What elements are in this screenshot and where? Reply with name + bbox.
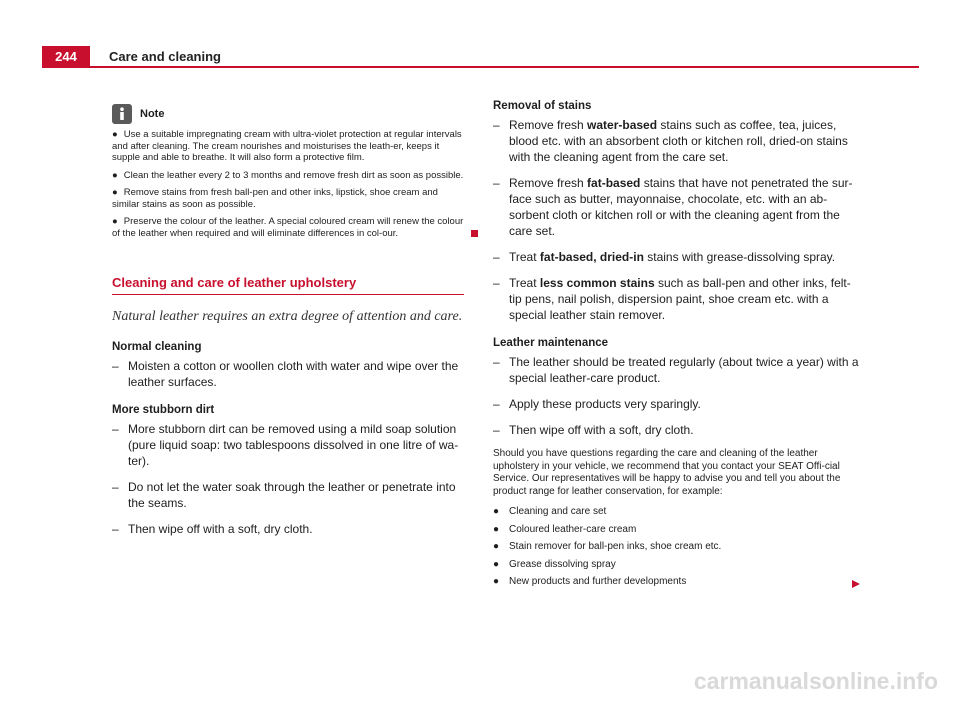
- header-rule: [90, 66, 919, 68]
- continue-arrow-icon: [851, 576, 861, 594]
- bullet-icon: ●: [493, 541, 500, 552]
- list-item: ● Cleaning and care set: [493, 506, 607, 517]
- dash-icon: –: [493, 250, 500, 264]
- list-item: – Moisten a cotton or woollen cloth with water and wipe over the leather surfaces.: [112, 359, 459, 389]
- list-item: – Remove fresh water-based stains such as coffee, tea, juices, blood etc. with an absorbent cloth or kitchen roll, dried-on stains with the cleaning agent from the care set.: [493, 118, 848, 164]
- note-item: ● Remove stains from fresh ball-pen and other inks, lipstick, shoe cream and similar stains as soon as possible.: [112, 187, 438, 210]
- list-item: – More stubborn dirt can be removed using a mild soap solution (pure liquid soap: two tablespoons dissolved in one litre of wa-ter).: [112, 422, 459, 468]
- dash-icon: –: [112, 359, 119, 373]
- bullet-icon: ●: [112, 216, 118, 227]
- bullet-icon: ●: [493, 558, 500, 570]
- note-item: ● Clean the leather every 2 to 3 months and remove fresh dirt as soon as possible.: [112, 169, 464, 181]
- note-item: ● Use a suitable impregnating cream with ultra-violet protection at regular intervals and after cleaning. The cream nourishes and moisturises the leath-er, keeps it supple and able to breathe. It will also form a protective film.: [112, 129, 462, 163]
- list-item: – Then wipe off with a soft, dry cloth.: [112, 522, 313, 536]
- dash-icon: –: [112, 480, 119, 494]
- bullet-icon: ●: [112, 169, 118, 181]
- list-item: ● New products and further developments: [493, 576, 687, 587]
- dash-icon: –: [493, 118, 500, 132]
- dash-icon: –: [493, 176, 500, 190]
- watermark: carmanualsonline.info: [693, 668, 938, 694]
- note-header: [112, 104, 464, 124]
- list-item: – Treat fat-based, dried-in stains with grease-dissolving spray.: [493, 250, 836, 264]
- note-end-marker: [471, 230, 478, 237]
- list-item: – Do not let the water soak through the leather or penetrate into the seams.: [112, 480, 456, 510]
- dash-icon: –: [112, 422, 119, 436]
- list-item: ● Coloured leather-care cream: [493, 523, 637, 535]
- dash-icon: –: [493, 276, 500, 290]
- list-item: – Apply these products very sparingly.: [493, 397, 701, 411]
- dash-icon: –: [493, 423, 500, 437]
- chapter-title: Care and cleaning: [109, 49, 221, 64]
- note-item: ● Preserve the colour of the leather. A special coloured cream will renew the colour of the leather when required and will eliminate differences in col-our.: [112, 216, 464, 239]
- bullet-icon: ●: [112, 187, 118, 198]
- dash-icon: –: [493, 397, 500, 411]
- leather-maintenance-heading: Leather maintenance: [493, 337, 609, 349]
- questions-paragraph: Should you have questions regarding the care and cleaning of the leather upholstery in your vehicle, we recommend that you contact your SEAT Offi-cial Service. Our representatives will be happy to advise you and tell you about the product range for leather conservation, for example:: [493, 448, 841, 497]
- note-box: [112, 104, 464, 239]
- right-column: [493, 100, 859, 594]
- bullet-icon: ●: [493, 523, 500, 535]
- stain-removal-heading: Removal of stains: [493, 100, 592, 112]
- bullet-icon: ●: [112, 129, 118, 140]
- dash-icon: –: [112, 522, 119, 536]
- list-item: – Treat less common stains such as ball-pen and other inks, felt-tip pens, nail polish, dispersion paint, shoe cream etc. with a special leather stain remover.: [493, 276, 851, 322]
- section-intro: Natural leather requires an extra degree of attention and care.: [112, 309, 463, 324]
- left-column: [112, 104, 464, 547]
- dash-icon: –: [493, 355, 500, 369]
- list-item: – Remove fresh fat-based stains that have not penetrated the sur-face such as butter, mayonnaise, chocolate, etc. with an ab-sorbent cloth or kitchen roll or with the cleaning agent from the care set.: [493, 176, 853, 238]
- product-list: [493, 506, 859, 588]
- list-item: ● Stain remover for ball-pen inks, shoe cream etc.: [493, 541, 722, 552]
- bullet-icon: ●: [493, 506, 500, 517]
- stubborn-dirt-heading: More stubborn dirt: [112, 404, 215, 416]
- list-item: ● Grease dissolving spray: [493, 558, 616, 570]
- list-item: – Then wipe off with a soft, dry cloth.: [493, 423, 694, 437]
- page-number: 244: [42, 46, 90, 68]
- normal-cleaning-heading: Normal cleaning: [112, 341, 202, 353]
- info-icon: [112, 104, 132, 124]
- note-title: Note: [140, 108, 165, 120]
- bullet-icon: ●: [493, 576, 500, 587]
- section-title: Cleaning and care of leather upholstery: [112, 275, 464, 295]
- list-item: – The leather should be treated regularly (about twice a year) with a special leather-care product.: [493, 355, 859, 385]
